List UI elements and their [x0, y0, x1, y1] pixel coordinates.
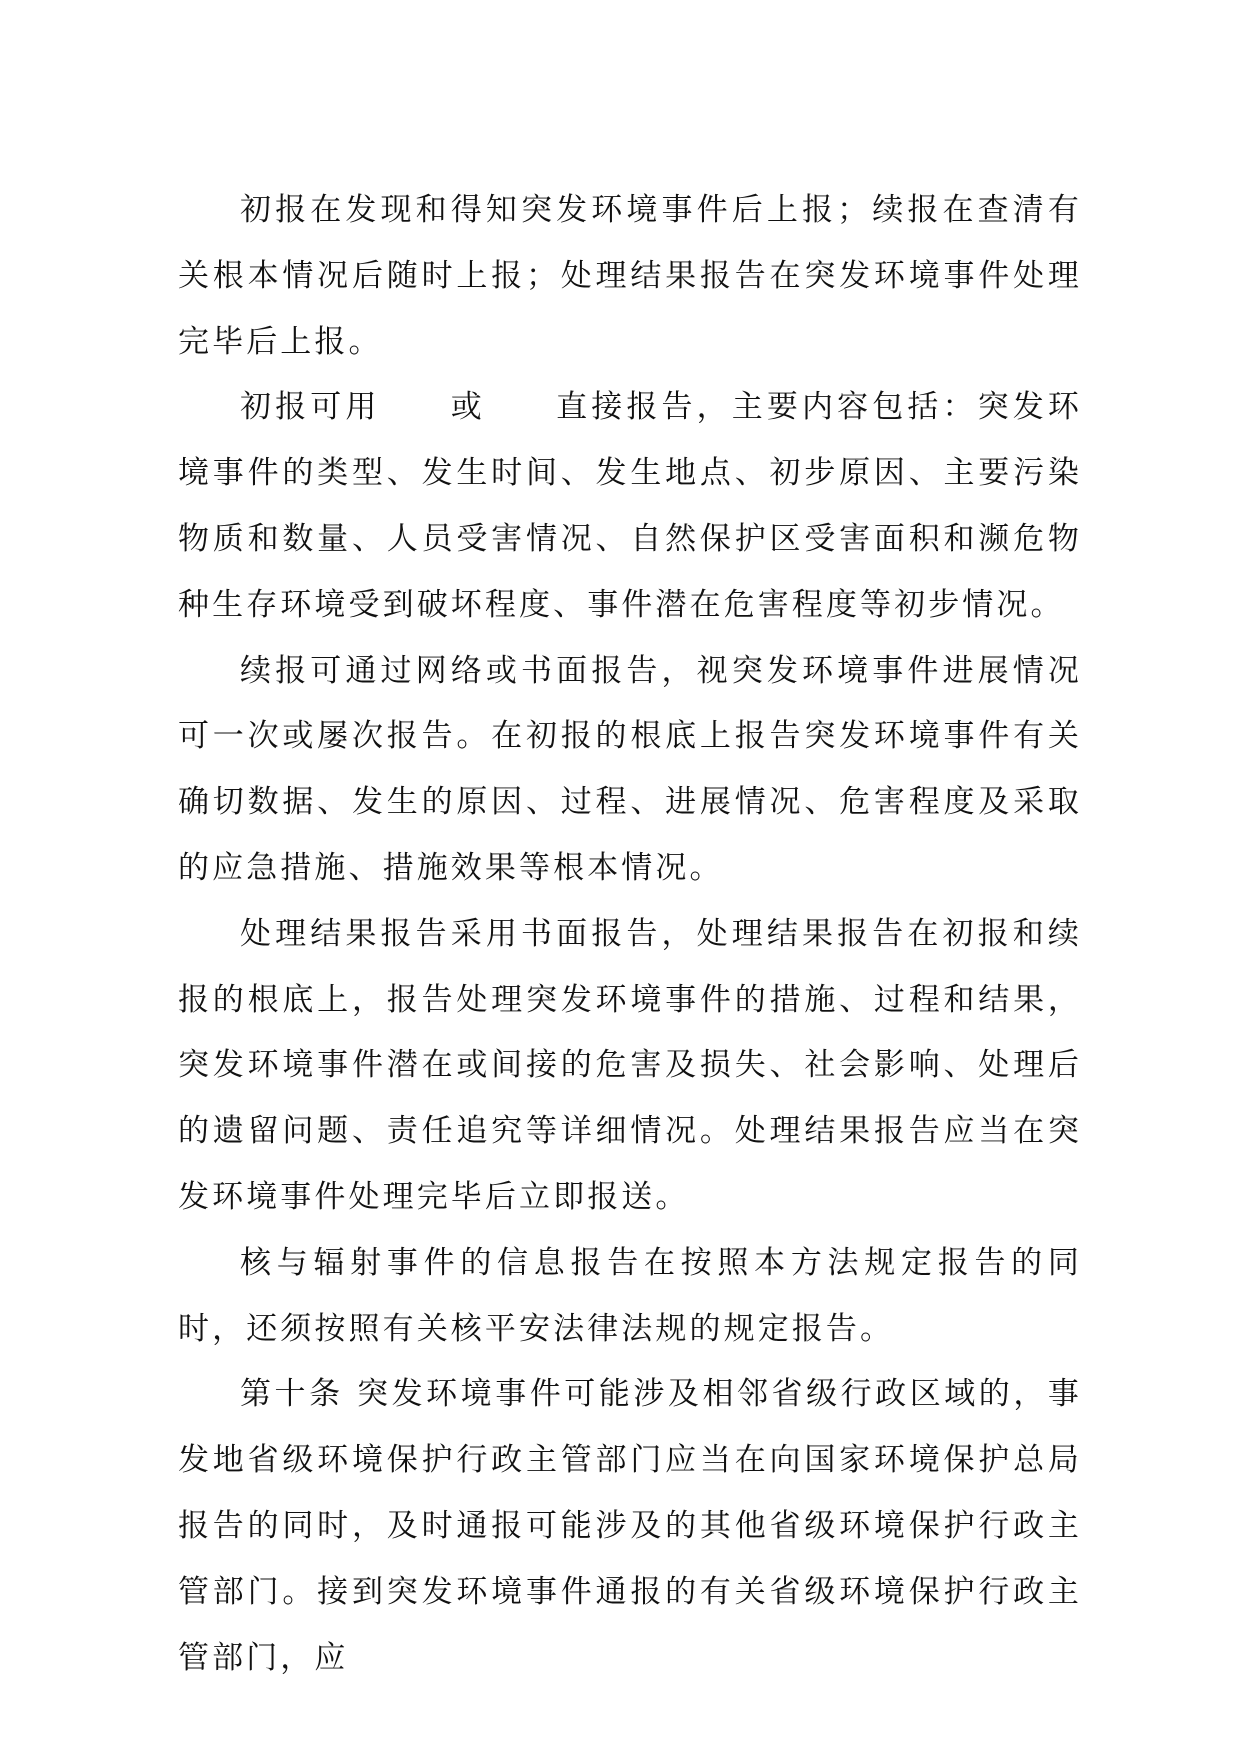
paragraph-follow-up-report: 续报可通过网络或书面报告，视突发环境事件进展情况可一次或屡次报告。在初报的根底上报告突发环境事件有关确切数据、发生的原因、过程、进展情况、危害程度及采取的应急措施、措施效果等根本情况。 — [178, 652, 1082, 886]
paragraph-nuclear-radiation: 核与辐射事件的信息报告在按照本方法规定报告的同时，还须按照有关核平安法律法规的规定报告。 — [178, 1244, 1082, 1347]
document-page — [178, 178, 1082, 1691]
paragraph-initial-report-timing: 初报在发现和得知突发环境事件后上报；续报在查清有关根本情况后随时上报；处理结果报告在突发环境事件处理完毕后上报。 — [178, 192, 1082, 360]
paragraph-initial-report-content: 初报可用 或 直接报告，主要内容包括：突发环境事件的类型、发生时间、发生地点、初步原因、主要污染物质和数量、人员受害情况、自然保护区受害面积和濒危物种生存环境受到破坏程度、事件潜在危害程度等初步情况。 — [178, 389, 1082, 623]
paragraph-result-report: 处理结果报告采用书面报告，处理结果报告在初报和续报的根底上，报告处理突发环境事件的措施、过程和结果，突发环境事件潜在或间接的危害及损失、社会影响、处理后的遗留问题、责任追究等详细情况。处理结果报告应当在突发环境事件处理完毕后立即报送。 — [178, 915, 1082, 1215]
paragraph-article-ten: 第十条 突发环境事件可能涉及相邻省级行政区域的，事发地省级环境保护行政主管部门应当在向国家环境保护总局报告的同时，及时通报可能涉及的其他省级环境保护行政主管部门。接到突发环境事件通报的有关省级环境保护行政主管部门，应 — [178, 1376, 1082, 1676]
